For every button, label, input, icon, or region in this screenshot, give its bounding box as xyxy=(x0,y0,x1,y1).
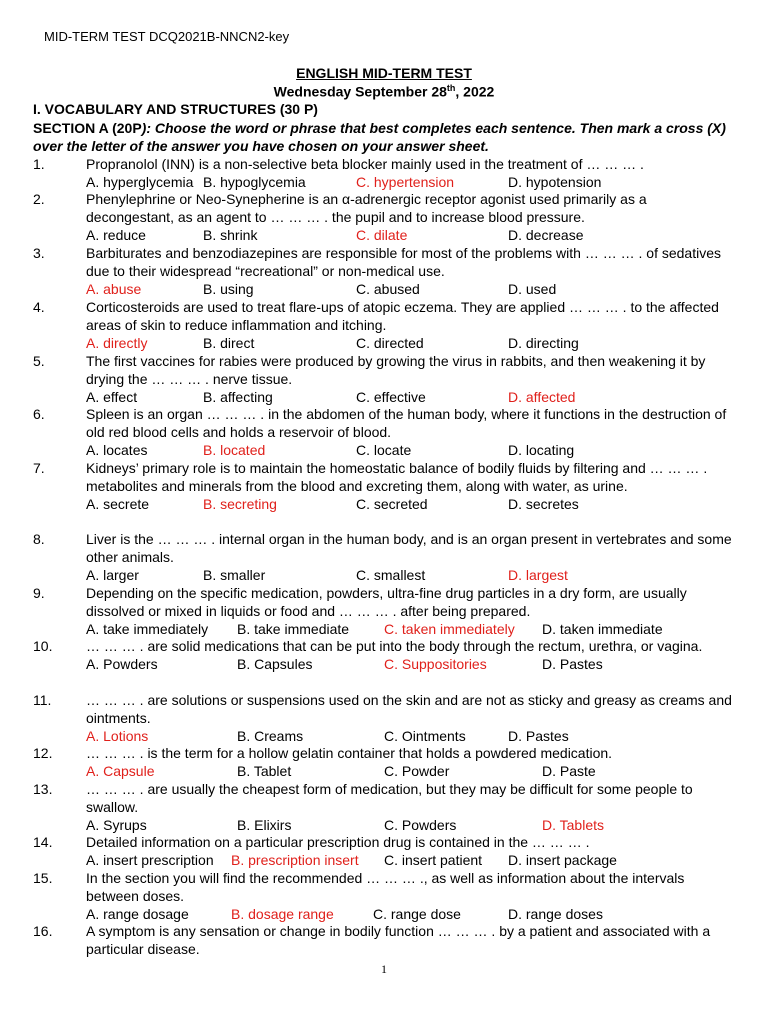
answer-options xyxy=(86,226,738,244)
answer-options xyxy=(86,727,738,745)
question-item xyxy=(33,584,738,638)
correct-answer-option: B. secreting xyxy=(203,496,277,512)
answer-options xyxy=(86,388,738,406)
question-item xyxy=(33,869,738,923)
question-item xyxy=(33,352,738,406)
correct-answer-option: D. largest xyxy=(508,567,568,583)
test-title: ENGLISH MID-TERM TEST xyxy=(296,65,472,81)
question-number: 7. xyxy=(33,460,45,476)
question-item xyxy=(33,155,738,191)
question-item xyxy=(33,405,738,459)
answer-option: C. secreted xyxy=(356,496,428,512)
answer-option: A. secrete xyxy=(86,496,150,512)
correct-answer-option: B. prescription insert xyxy=(231,852,359,868)
section-heading-vocabulary: I. VOCABULARY AND STRUCTURES (30 P) xyxy=(33,101,318,117)
question-stem: … … … . are usually the cheapest form of medication, but they may be difficult for some people to swallow. xyxy=(86,781,693,815)
answer-option: D. decrease xyxy=(508,227,584,243)
answer-option: D. locating xyxy=(508,442,575,458)
answer-option: C. Powders xyxy=(384,817,457,833)
question-number: 16. xyxy=(33,923,53,939)
question-number: 15. xyxy=(33,870,53,886)
question-stem: Kidneys’ primary role is to maintain the homeostatic balance of bodily fluids by filtering and … … … . metabolites and minerals from the blood and excreting them, along with water, as urine. xyxy=(86,460,708,494)
answer-option: A. range dosage xyxy=(86,906,189,922)
question-item xyxy=(33,922,738,958)
correct-answer-option: C. hypertension xyxy=(356,174,455,190)
date-main: Wednesday September 28 xyxy=(273,83,447,100)
correct-answer-option: A. directly xyxy=(86,335,148,351)
question-stem: A symptom is any sensation or change in bodily function … … … . by a patient and associated with a particular disease. xyxy=(86,923,711,957)
answer-option: A. reduce xyxy=(86,227,146,243)
answer-option: C. smallest xyxy=(356,567,426,583)
answer-option: C. directed xyxy=(356,335,424,351)
question-number: 12. xyxy=(33,745,53,761)
answer-option: A. larger xyxy=(86,567,139,583)
answer-option: C. effective xyxy=(356,389,426,405)
answer-option: B. Elixirs xyxy=(237,817,292,833)
question-number: 13. xyxy=(33,781,53,797)
answer-option: C. range dose xyxy=(373,906,461,922)
answer-options xyxy=(86,280,738,298)
question-stem: Barbiturates and benzodiazepines are responsible for most of the problems with … … … . of sedatives due to their widespread “recreational” or non-medical use. xyxy=(86,245,721,279)
answer-option: B. using xyxy=(203,281,254,297)
answer-option: C. abused xyxy=(356,281,420,297)
correct-answer-option: A. Lotions xyxy=(86,728,149,744)
question-number: 6. xyxy=(33,406,45,422)
answer-option: D. insert package xyxy=(508,852,617,868)
answer-options xyxy=(86,762,738,780)
answer-options xyxy=(86,441,738,459)
question-number: 1. xyxy=(33,156,45,172)
page-number: 1 xyxy=(381,962,387,976)
question-number: 9. xyxy=(33,585,45,601)
answer-options xyxy=(86,173,738,191)
correct-answer-option: D. affected xyxy=(508,389,576,405)
answer-option: C. Powder xyxy=(384,763,450,779)
question-stem: Propranolol (INN) is a non-selective beta blocker mainly used in the treatment of … … … . xyxy=(86,156,644,172)
question-number: 3. xyxy=(33,245,45,261)
answer-option: D. used xyxy=(508,281,557,297)
answer-option: A. hyperglycemia xyxy=(86,174,194,190)
answer-option: D. Pastes xyxy=(508,728,569,744)
correct-answer-option: C. dilate xyxy=(356,227,408,243)
answer-option: B. Creams xyxy=(237,728,304,744)
answer-option: A. locates xyxy=(86,442,148,458)
question-item xyxy=(33,298,738,352)
answer-option: A. effect xyxy=(86,389,138,405)
answer-option: D. secretes xyxy=(508,496,579,512)
answer-option: B. shrink xyxy=(203,227,258,243)
answer-option: C. locate xyxy=(356,442,412,458)
answer-options xyxy=(86,905,738,923)
section-a-instruction xyxy=(33,119,733,155)
correct-answer-option: C. taken immediately xyxy=(384,621,515,637)
answer-options xyxy=(86,334,738,352)
question-item xyxy=(33,244,738,298)
correct-answer-option: B. dosage range xyxy=(231,906,334,922)
question-number: 5. xyxy=(33,353,45,369)
question-number: 10. xyxy=(33,638,53,654)
correct-answer-option: A. Capsule xyxy=(86,763,155,779)
answer-options xyxy=(86,620,738,638)
answer-option: D. Paste xyxy=(542,763,596,779)
date-year: , 2022 xyxy=(455,83,495,100)
question-number: 11. xyxy=(33,692,52,708)
answer-option: B. affecting xyxy=(203,389,273,405)
question-number: 4. xyxy=(33,299,45,315)
question-stem: Depending on the specific medication, powders, ultra-fine drug particles in a dry form, are usually dissolved or mixed in liquids or food and … … … . after being prepared. xyxy=(86,585,687,619)
question-stem: The first vaccines for rabies were produced by growing the virus in rabbits, and then weakening it by drying the … … … . nerve tissue. xyxy=(86,353,706,387)
answer-option: D. directing xyxy=(508,335,579,351)
answer-options xyxy=(86,816,738,834)
question-number: 8. xyxy=(33,531,45,547)
question-item xyxy=(33,637,738,673)
answer-option: A. Syrups xyxy=(86,817,147,833)
question-stem: Spleen is an organ … … … . in the abdomen of the human body, where it functions in the destruction of old red blood cells and holds a reservoir of blood. xyxy=(86,406,727,440)
answer-options xyxy=(86,566,738,584)
answer-option: C. insert patient xyxy=(384,852,483,868)
answer-option: D. range doses xyxy=(508,906,603,922)
answer-option: D. Pastes xyxy=(542,656,603,672)
question-stem: In the section you will find the recommended … … … ., as well as information about the intervals between doses. xyxy=(86,870,685,904)
answer-option: A. Powders xyxy=(86,656,158,672)
section-a-directions: ): Choose the word or phrase that best completes each sentence. Then mark a cross (X) over the letter of the answer you have chosen on your answer sheet. xyxy=(33,120,726,154)
test-date xyxy=(0,83,768,100)
answer-option: B. Capsules xyxy=(237,656,313,672)
question-item xyxy=(33,780,738,834)
answer-option: C. Ointments xyxy=(384,728,466,744)
answer-options xyxy=(86,851,738,869)
date-suffix: th xyxy=(446,83,456,93)
question-item xyxy=(33,833,738,869)
question-stem: Corticosteroids are used to treat flare-ups of atopic eczema. They are applied … … … . to the affected areas of skin to reduce inflammation and itching. xyxy=(86,299,719,333)
answer-option: D. hypotension xyxy=(508,174,602,190)
answer-option: B. take immediate xyxy=(237,621,350,637)
answer-option: D. taken immediate xyxy=(542,621,663,637)
question-stem: Detailed information on a particular prescription drug is contained in the … … … . xyxy=(86,834,590,850)
correct-answer-option: C. Suppositories xyxy=(384,656,487,672)
question-item xyxy=(33,459,738,513)
answer-option: B. Tablet xyxy=(237,763,292,779)
answer-option: A. take immediately xyxy=(86,621,209,637)
question-item xyxy=(33,691,738,745)
question-item xyxy=(33,190,738,244)
section-a-label: SECTION A (20P xyxy=(33,120,142,136)
question-stem: … … … . are solutions or suspensions used on the skin and are not as sticky and greasy as creams and ointments. xyxy=(86,692,732,726)
correct-answer-option: A. abuse xyxy=(86,281,142,297)
correct-answer-option: B. located xyxy=(203,442,266,458)
question-item xyxy=(33,744,738,780)
answer-option: B. hypoglycemia xyxy=(203,174,306,190)
question-item xyxy=(33,530,738,584)
question-number: 2. xyxy=(33,191,45,207)
document-key-header: MID-TERM TEST DCQ2021B-NNCN2-key xyxy=(44,29,290,44)
question-stem: … … … . are solid medications that can be put into the body through the rectum, urethra, or vagina. xyxy=(86,638,703,654)
answer-option: B. smaller xyxy=(203,567,266,583)
answer-option: A. insert prescription xyxy=(86,852,214,868)
question-stem: … … … . is the term for a hollow gelatin container that holds a powdered medication. xyxy=(86,745,613,761)
correct-answer-option: D. Tablets xyxy=(542,817,604,833)
answer-options xyxy=(86,495,738,513)
question-number: 14. xyxy=(33,834,53,850)
answer-option: B. direct xyxy=(203,335,255,351)
question-stem: Phenylephrine or Neo-Synepherine is an α-adrenergic receptor agonist used primarily as a decongestant, as an agent to … … … . the pupil and to increase blood pressure. xyxy=(86,191,647,225)
answer-options xyxy=(86,655,738,673)
question-stem: Liver is the … … … . internal organ in the human body, and is an organ present in vertebrates and some other animals. xyxy=(86,531,732,565)
